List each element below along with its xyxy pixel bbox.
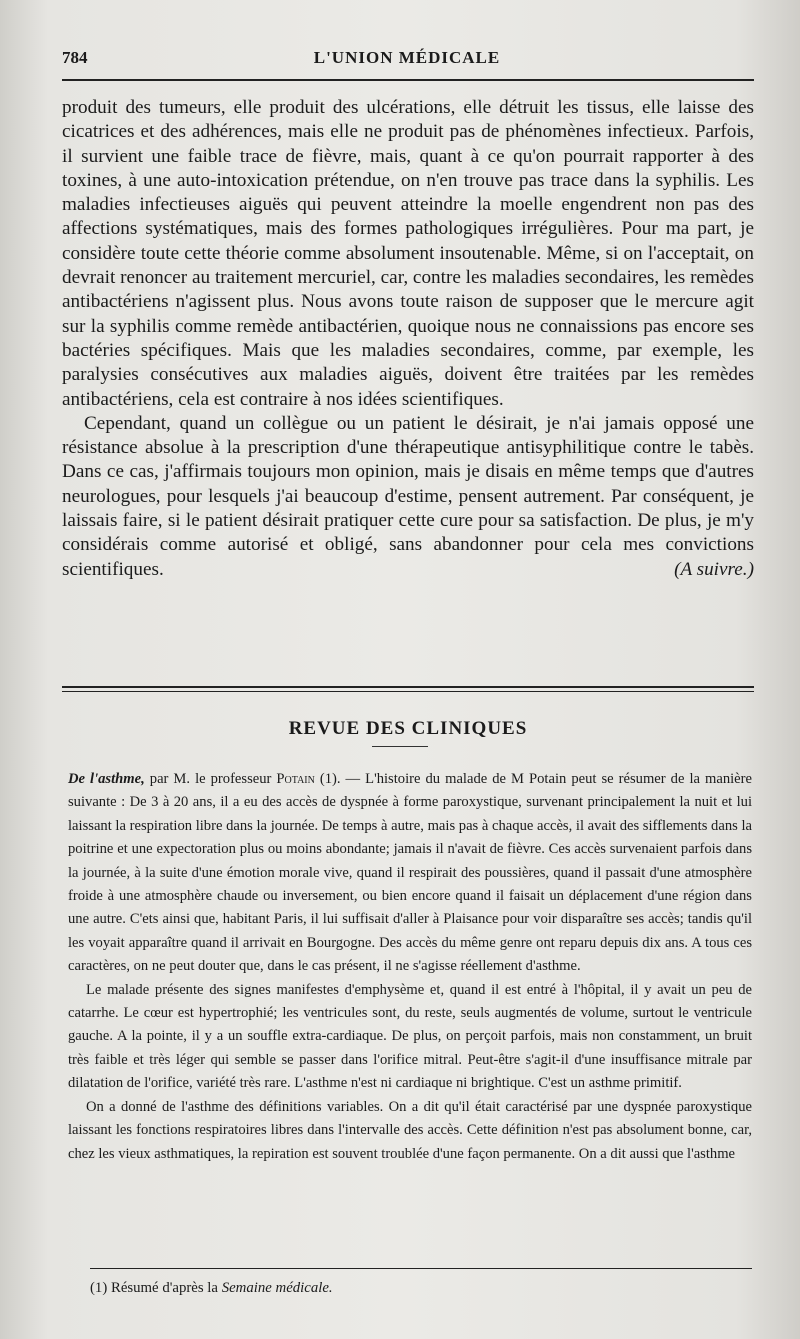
title-underline — [372, 746, 428, 747]
article-title: De l'asthme, — [68, 771, 145, 787]
paragraph: On a donné de l'asthme des définitions variables. On a dit qu'il était caractérisé par une dyspnée paroxystique laissant les fonctions respiratoires libres dans l'intervalle des accès. Cette définition n'est pas absolument bonne, car, chez les vieux asthmatiques, la repiration est souvent troublée d'une façon permanente. On a dit aussi que l'asthme — [68, 1098, 752, 1162]
running-title: L'UNION MÉDICALE — [313, 48, 501, 67]
footnote-rule — [90, 1268, 752, 1269]
page-header — [62, 48, 752, 78]
clinic-article — [68, 768, 752, 1166]
paragraph — [62, 412, 754, 582]
footnote — [90, 1280, 750, 1297]
paragraph — [68, 768, 752, 979]
byline-prefix: par M. le professeur — [144, 771, 277, 787]
author-name: Potain — [276, 771, 315, 787]
paragraph-text: Cependant, quand un collègue ou un patient le désirait, je n'ai jamais opposé une résistance absolue à la prescription d'une thérapeutique antisyphilitique contre le tabès. Dans ce cas, j'affirmais toujours mon opinion, mais je disais en même temps que d'autres neurologues, pour lesquels j'ai beaucoup d'estime, pensent autrement. Par conséquent, je laissais faire, si le patient désirait pratiquer cette cure pour sa satisfaction. De plus, je m'y considérais comme autorisé et obligé, sans abandonner pour cela mes convictions scientifiques. — [62, 412, 754, 580]
footnote-ref: (1). — — [314, 771, 366, 787]
paragraph-text: L'histoire du malade de M Potain peut se résumer de la manière suivante : De 3 à 20 ans, il a eu des accès de dyspnée à forme paroxystique, survenant principalement la nuit et lui laissant la respiration libre dans la journée. De temps à autre, mais pas à chaque accès, il avait des sifflements dans la poitrine et une expectoration plus ou moins abondante; jamais il n'avait de fièvre. Ces accès survenaient parfois dans la journée, à la suite d'une émotion morale vive, quand il respirait des poussières, quand il passait d'une atmosphère froide à une atmosphère chaude ou inversement, ou bien encore quand il faisait un déplacement d'une région dans une autre. C'ets ainsi que, habitant Paris, il lui suffisait d'aller à Plaisance pour voir disparaître ses accès; tandis qu'il les voyait apparaître quand il arrivait en Bourgogne. Des accès du même genre ont reparu depuis dix ans. A tous ces caractères, on ne peut douter que, dans le cas présent, il ne s'agisse réellement d'asthme. — [68, 771, 752, 975]
footnote-source: Semaine médicale. — [221, 1280, 333, 1296]
section-title: REVUE DES CLINIQUES — [288, 718, 528, 739]
paragraph: Le malade présente des signes manifestes d'emphysème et, quand il est entré à l'hôpital, il y avait un peu de catarrhe. Le cœur est hypertrophié; les ventricules sont, du reste, seuls augmentés de volume, surtout le ventricule gauche. A la pointe, il y a un souffle extra-cardiaque. De plus, on perçoit parfois, mais non constamment, un bruit très faible et très léger qui semble se passer dans l'orifice mitral. Peut-être s'agit-il d'une insuffisance mitrale par dilatation de l'orifice, variété très rare. L'asthme n'est ni cardiaque ni brightique. C'est un asthme primitif. — [68, 981, 752, 1092]
footnote-prefix: (1) Résumé d'après la — [90, 1280, 222, 1296]
a-suivre: (A suivre.) — [674, 558, 754, 580]
section-rule-bottom — [62, 691, 754, 692]
section-rule-top — [62, 686, 754, 688]
header-rule — [62, 79, 754, 81]
paragraph: produit des tumeurs, elle produit des ulcérations, elle détruit les tissus, elle laisse des cicatrices et des adhérences, mais elle ne produit pas de phénomènes infectieux. Parfois, il survient une faible trace de fièvre, mais, quant à ce qu'on pourrait rapporter à des toxines, à une auto-intoxication prétendue, on n'en trouve pas trace dans la syphilis. Les maladies infectieuses aiguës qui peuvent atteindre la moelle engendrent non pas des affections systématiques, mais des formes pathologiques irrégulières. Pour ma part, je considère toute cette théorie comme absolument insoutenable. Même, si on l'acceptait, on devrait renoncer au traitement mercuriel, car, contre les maladies secondaires, les remèdes antibactériens n'agissent plus. Nous avons toute raison de supposer que le mercure agit sur la syphilis comme remède antibactérien, quoique nous ne connaissions pas encore ses bactéries spécifiques. Mais que les maladies secondaires, comme, par exemple, les paralysies consécutives aux maladies aiguës, doivent être traitées par les remèdes antibactériens, cela est contraire à nos idées scientifiques. — [62, 97, 754, 410]
page-number: 784 — [62, 48, 88, 67]
continued-article — [62, 96, 754, 582]
